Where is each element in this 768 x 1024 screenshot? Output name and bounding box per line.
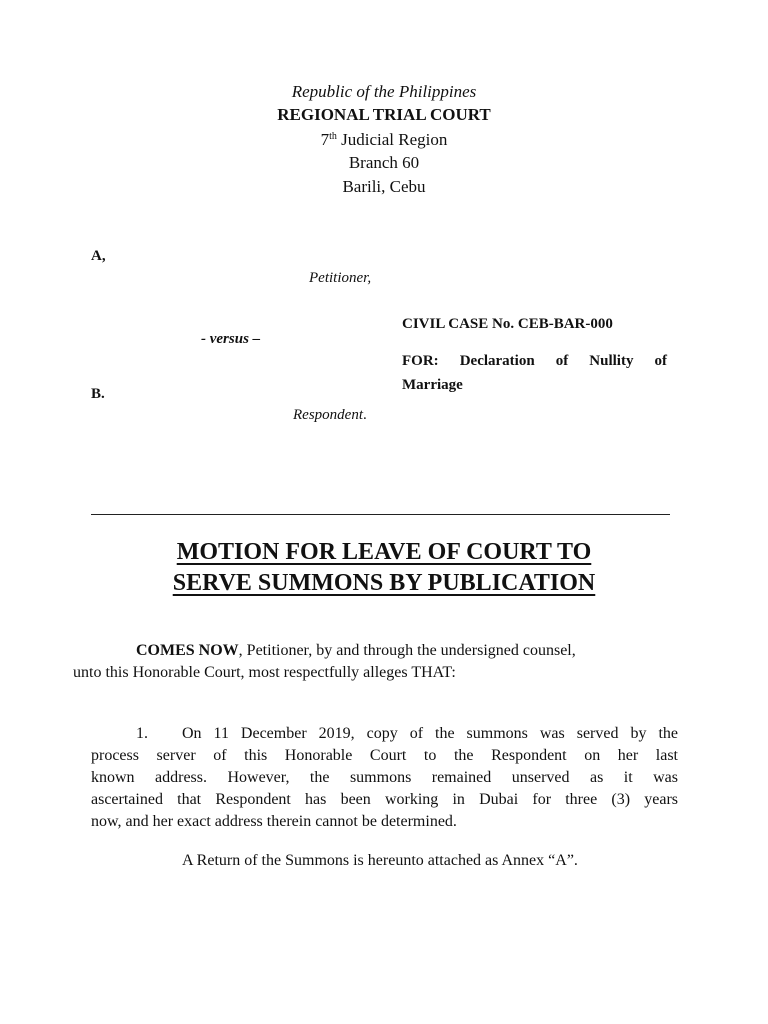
motion-title-text-1: MOTION FOR LEAVE OF COURT TO xyxy=(176,539,592,565)
motion-title-text-2: SERVE SUMMONS BY PUBLICATION xyxy=(172,570,596,596)
caption-divider xyxy=(91,514,670,515)
item-1-line-4: ascertained that Respondent has been working in Dubai for three (3) years xyxy=(91,791,678,808)
item-1-number: 1. xyxy=(136,725,148,742)
case-subject: FOR: Declaration of Nullity of xyxy=(402,353,667,369)
motion-title-line-1 xyxy=(0,535,768,569)
respondent-period: . xyxy=(362,407,367,423)
region-suffix: th xyxy=(329,131,337,142)
judicial-region xyxy=(0,128,768,152)
branch-line: Branch 60 xyxy=(348,153,420,172)
intro-rest: , Petitioner, by and through the undersigned counsel, xyxy=(238,642,576,659)
intro-bold: COMES NOW xyxy=(136,642,239,659)
republic-heading: Republic of the Philippines xyxy=(291,82,477,101)
intro-paragraph-line-1 xyxy=(136,640,576,662)
petitioner-name: A, xyxy=(91,248,106,264)
petitioner-label: Petitioner, xyxy=(309,270,372,286)
respondent-name: B. xyxy=(91,386,105,402)
location-line: Barili, Cebu xyxy=(342,177,426,196)
region-number: 7 xyxy=(320,130,330,149)
item-1-line-1: On 11 December 2019, copy of the summons was served by the xyxy=(182,725,678,742)
item-1-line-3: known address. However, the summons remained unserved as it was xyxy=(91,769,678,786)
intro-paragraph-line-2: unto this Honorable Court, most respectfully alleges THAT: xyxy=(73,664,456,681)
item-1-line-5: now, and her exact address therein cannot be determined. xyxy=(91,813,457,830)
versus-label: - versus – xyxy=(201,331,261,347)
court-name: REGIONAL TRIAL COURT xyxy=(277,105,491,124)
case-number: CIVIL CASE No. CEB-BAR-000 xyxy=(402,316,613,332)
motion-title-line-2 xyxy=(0,566,768,600)
respondent-label xyxy=(293,407,367,424)
region-text: Judicial Region xyxy=(336,130,448,149)
case-subject-line-2: Marriage xyxy=(402,377,463,393)
annex-line: A Return of the Summons is hereunto attached as Annex “A”. xyxy=(182,852,578,869)
item-1-line-2: process server of this Honorable Court to the Respondent on her last xyxy=(91,747,678,764)
respondent-label-text: Respondent xyxy=(293,407,363,423)
